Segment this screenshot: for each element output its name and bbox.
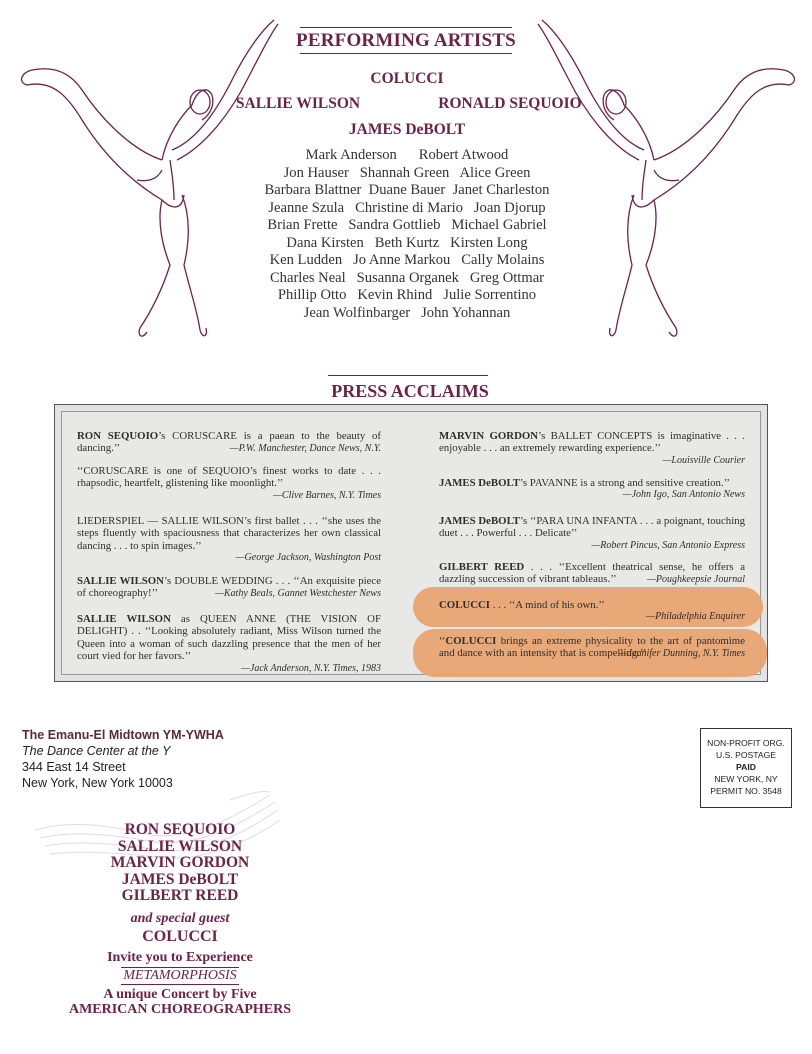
- press-quote: [77, 430, 381, 455]
- return-address: [22, 727, 224, 791]
- quote-text: ‘‘CORUSCARE is one of SEQUOIO’s finest works to date . . . rhapsodic, heartfelt, glistening like moonlight.’’: [77, 465, 381, 490]
- performing-artists-heading: PERFORMING ARTISTS: [296, 30, 516, 51]
- ensemble-line: Dana Kirsten Beth Kurtz Kirsten Long: [286, 234, 528, 251]
- address-city: New York, New York 10003: [22, 776, 173, 790]
- quote-text: ’s BALLET CONCEPTS is imaginative . . . enjoyable . . . an extremely rewarding experience.’’: [439, 430, 745, 455]
- organization-subtitle: The Dance Center at the Y: [22, 744, 171, 758]
- choreographer-name: GILBERT REED: [121, 887, 239, 904]
- heading-rule-top: [300, 27, 512, 28]
- quote-attribution: —Philadelphia Enquirer: [646, 611, 745, 623]
- ensemble-line: Jon Hauser Shannah Green Alice Green: [283, 164, 531, 181]
- quote-attribution: —George Jackson, Washington Post: [235, 552, 381, 564]
- ensemble-line: Jeanne Szula Christine di Mario Joan Djorup: [268, 199, 546, 216]
- press-quote: ‘‘COLUCCI brings an extreme physicality to the art of pantomime and dance with an intensity that is compelling.’’ —Jennifer Dunning, N.Y. Times: [439, 635, 745, 660]
- quote-attribution: —Kathy Beals, Gannet Westchester News: [214, 587, 381, 599]
- quote-attribution: —Louisville Courier: [662, 454, 745, 466]
- postage-line: NON-PROFIT ORG.: [707, 738, 785, 748]
- quote-attribution: —Clive Barnes, N.Y. Times: [273, 489, 381, 501]
- press-panel: [54, 404, 768, 682]
- press-rule-top: [328, 375, 488, 376]
- special-guest-label: and special guest: [130, 910, 230, 926]
- organization-name: The Emanu-El Midtown YM-YWHA: [22, 728, 224, 742]
- press-quote: [77, 515, 381, 565]
- choreographer-name: MARVIN GORDON: [110, 854, 250, 871]
- quote-text: ’s CORUSCARE is a paean to the beauty of dancing.’’: [77, 430, 382, 455]
- ensemble-line: Charles Neal Susanna Organek Greg Ottmar: [269, 269, 545, 286]
- press-quote: [439, 599, 745, 624]
- quote-attribution: —Jack Anderson, N.Y. Times, 1983: [240, 662, 381, 674]
- choreographer-name: RON SEQUOIO: [124, 821, 236, 838]
- press-quote: [439, 430, 745, 467]
- quote-text: ’s DOUBLE WEDDING . . . ‘‘An exquisite piece of choreography!’’: [77, 575, 381, 600]
- quote-attribution: —Jennifer Dunning, N.Y. Times: [618, 647, 745, 659]
- press-acclaims-heading: PRESS ACCLAIMS: [331, 381, 489, 401]
- featured-artist-sallie-wilson: SALLIE WILSON: [235, 95, 361, 112]
- press-quote: [439, 515, 745, 552]
- quote-lead: JAMES DeBOLT: [439, 515, 520, 527]
- ensemble-line: Jean Wolfinbarger John Yohannan: [303, 304, 511, 321]
- ensemble-list: [240, 147, 574, 322]
- quote-attribution: —Robert Pincus, San Antonio Express: [591, 539, 745, 551]
- quote-text: brings an extreme physicality to the art of pantomime and dance with an intensity that is compelling.’’: [439, 635, 745, 660]
- quote-lead: SALLIE WILSON: [77, 613, 171, 625]
- quote-text: . . . ‘‘A mind of his own.’’: [490, 599, 605, 611]
- featured-artist-colucci: COLUCCI: [370, 70, 444, 87]
- quote-attribution: —P.W. Manchester, Dance News, N.Y.: [229, 442, 381, 454]
- tagline-line-2: AMERICAN CHOREOGRAPHERS: [68, 1001, 292, 1017]
- quote-text: as QUEEN ANNE (THE VISION OF DELIGHT) . . ‘‘Looking absolutely radiant, Miss Wilson turned the Queen into a woman of such dazzling presence that the men of her court vied for her favors.’’: [77, 613, 381, 663]
- quote-lead: COLUCCI: [439, 599, 490, 611]
- ensemble-line: Ken Ludden Jo Anne Markou Cally Molains: [269, 252, 545, 268]
- tagline-line-1: A unique Concert by Five: [103, 986, 257, 1002]
- quote-lead: SALLIE WILSON: [77, 575, 164, 587]
- postage-line: U.S. POSTAGE: [715, 750, 776, 760]
- featured-artist-ronald-sequoio: RONALD SEQUOIO: [438, 95, 582, 112]
- event-title: METAMORPHOSIS: [123, 967, 237, 983]
- quote-lead: JAMES DeBOLT: [439, 477, 520, 489]
- press-quote: [439, 477, 745, 502]
- postage-permit: PERMIT NO. 3548: [710, 786, 782, 796]
- ensemble-line: Mark Anderson Robert Atwood: [305, 147, 509, 163]
- press-quote: [439, 561, 745, 586]
- quote-lead: RON SEQUOIO: [77, 430, 159, 442]
- quote-attribution: —Poughkeepsie Journal: [646, 573, 745, 585]
- address-street: 344 East 14 Street: [22, 760, 126, 774]
- postage-paid: PAID: [736, 762, 756, 772]
- featured-artists: [235, 68, 582, 148]
- press-quote: [77, 465, 381, 502]
- postage-indicia: [700, 728, 792, 808]
- quote-text: LIEDERSPIEL — SALLIE WILSON’s first ballet . . . ‘‘she uses the steps fluently with spaciousness that characterizes her own classical dancing . . . to spin images.’’: [77, 515, 381, 552]
- quote-lead: GILBERT REED: [439, 561, 525, 573]
- ensemble-line: Brian Frette Sandra Gottlieb Michael Gabriel: [267, 217, 547, 233]
- quote-text: . . . ‘‘Excellent theatrical sense, he offers a dazzling succession of vibrant tableaus.’’: [439, 561, 745, 586]
- ensemble-line: Phillip Otto Kevin Rhind Julie Sorrentino: [277, 287, 537, 303]
- featured-artist-james-debolt: JAMES DeBOLT: [348, 121, 466, 138]
- choreographer-name: SALLIE WILSON: [117, 837, 243, 855]
- invite-line: Invite you to Experience: [107, 949, 253, 965]
- quote-text: ’s ‘‘PARA UNA INFANTA . . . a poignant, touching duet . . . Powerful . . . Delicate’’: [439, 515, 745, 540]
- press-quote: [77, 575, 381, 600]
- special-guest-name: COLUCCI: [142, 927, 218, 945]
- quote-text: ’s PAVANNE is a strong and sensitive creation.’’: [519, 477, 731, 489]
- press-quote: [77, 613, 381, 675]
- postage-line: NEW YORK, NY: [714, 774, 778, 784]
- quote-lead: COLUCCI: [445, 635, 497, 647]
- ensemble-line: Barbara Blattner Duane Bauer Janet Charleston: [264, 182, 550, 198]
- choreographer-name: JAMES DeBOLT: [121, 870, 239, 888]
- heading-rule-bottom: [300, 53, 512, 54]
- quote-attribution: —John Igo, San Antonio News: [622, 489, 745, 501]
- dancer-illustration-right: [534, 10, 804, 345]
- invitation-block: [40, 822, 320, 1017]
- quote-lead: MARVIN GORDON: [439, 430, 539, 442]
